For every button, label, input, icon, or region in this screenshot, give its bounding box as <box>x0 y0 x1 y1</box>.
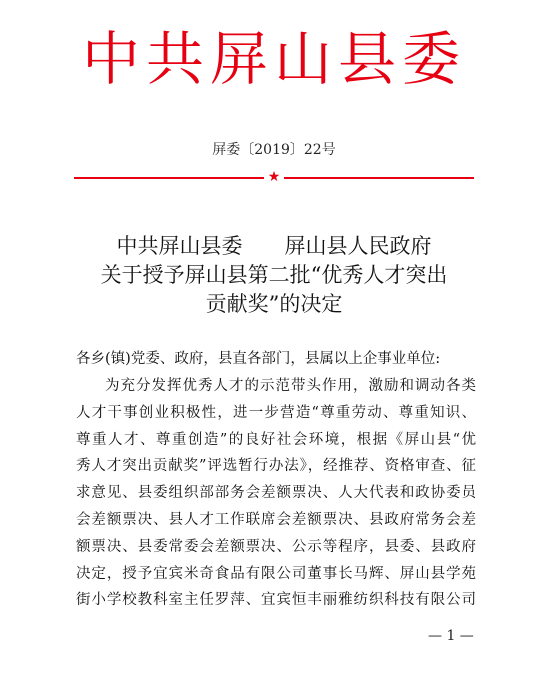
title-line: 中共屏山县委 屏山县人民政府 <box>116 234 432 258</box>
body-paragraph <box>76 376 476 617</box>
body-line: 求意见、县委组织部部务会差额票决、人大代表和政协委员 <box>76 485 476 502</box>
masthead-title: 中共屏山县委 <box>81 25 466 93</box>
body-line: 额票决、县委常委会差额票决、公示等程序，县委、县政府 <box>76 538 476 555</box>
body-line: 秀人才突出贡献奖”评选暂行办法》，经推荐、资格审查、征 <box>76 458 476 475</box>
document-number: 屏委〔2019〕22号 <box>212 142 336 158</box>
star-icon: ★ <box>267 169 281 185</box>
title-line: 关于授予屏山县第二批“优秀人才突出 <box>100 263 448 287</box>
document-title <box>0 232 548 319</box>
body-line: 决定，授予宜宾米奇食品有限公司董事长马辉、屏山县学苑 <box>76 565 476 582</box>
title-line: 贡献奖”的决定 <box>205 292 343 316</box>
salutation: 各乡(镇)党委、政府，县直各部门，县属以上企事业单位: <box>76 351 441 367</box>
body-line: 为充分发挥优秀人才的示范带头作用，激励和调动各类 <box>105 378 476 394</box>
body-line: 人才干事创业积极性，进一步营造“尊重劳动、尊重知识、 <box>76 404 476 421</box>
divider-rule-right <box>284 177 474 179</box>
body-line: 会差额票决、县人才工作联席会差额票决、县政府常务会差 <box>76 511 476 528</box>
body-line: 街小学校教科室主任罗萍、宜宾恒丰丽雅纺织科技有限公司 <box>76 592 476 609</box>
divider-rule-left <box>74 177 264 179</box>
red-divider <box>74 170 474 186</box>
page-number: — 1 — <box>428 628 474 644</box>
body-line: 尊重人才、尊重创造”的良好社会环境，根据《屏山县“优 <box>76 431 476 448</box>
